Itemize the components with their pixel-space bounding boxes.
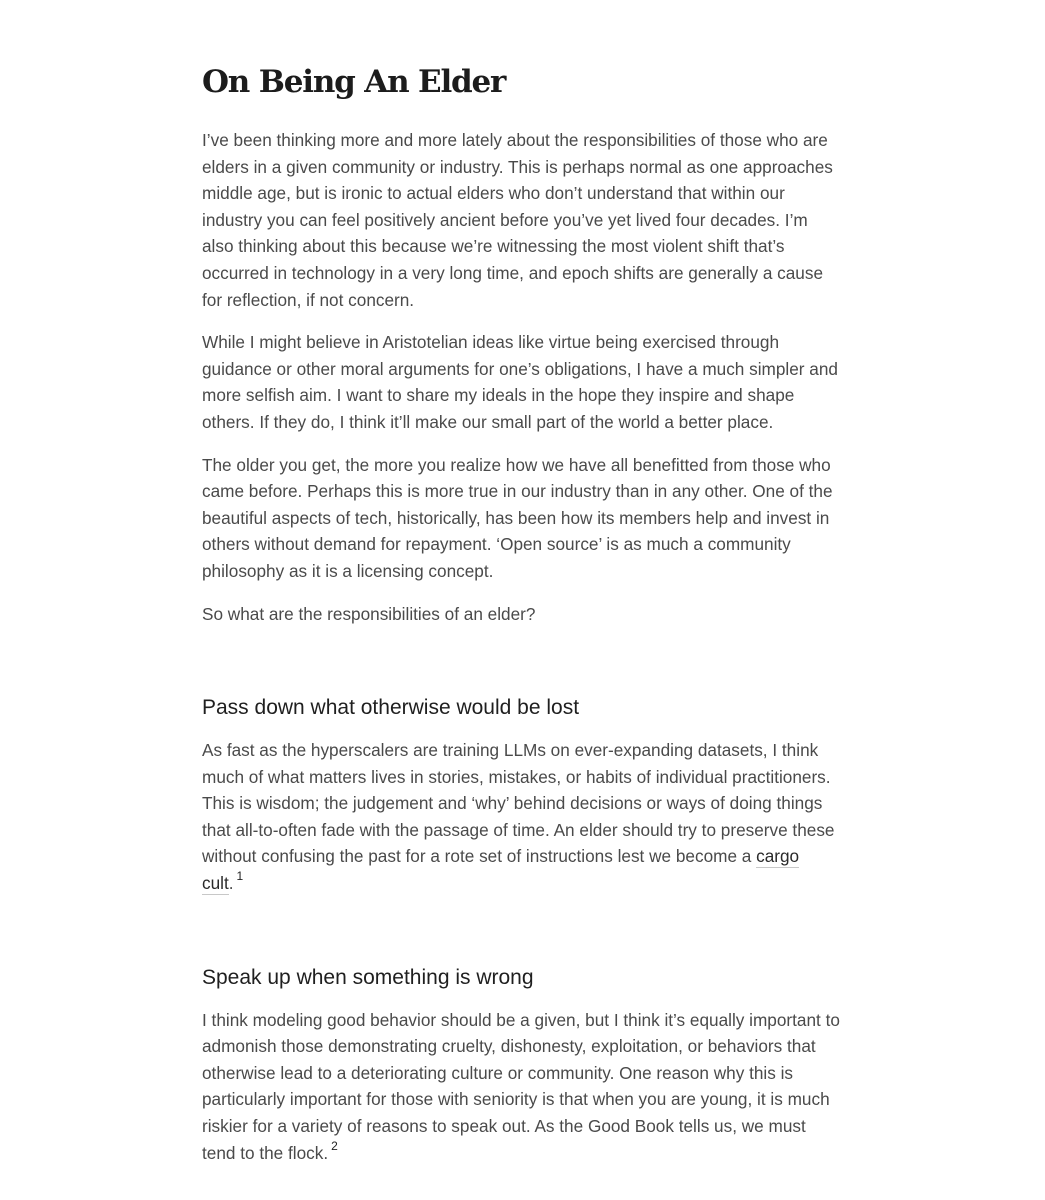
article (202, 0, 842, 1166)
section-paragraph-speak-up (202, 1007, 842, 1167)
section-paragraph-pass-down (202, 737, 842, 897)
paragraph-text: I think modeling good behavior should be a given, but I think it’s equally important to admonish those demonstrating cruelty, dishonesty, exploitation, or behaviors that otherwise lead to a deteriorating culture or community. One reason why this is particularly important for those with seniority is that when you are young, it is much riskier for a variety of reasons to speak out. As the Good Book tells us, we must tend to the flock. (202, 1009, 840, 1163)
cargo-cult-link[interactable]: cargo cult (202, 846, 800, 894)
intro-paragraph-1: I’ve been thinking more and more lately about the responsibilities of those who are elders in a given community or industry. This is perhaps normal as one approaches middle age, but is ironic to actual elders who don’t understand that within our industry you can feel positively ancient before you’ve yet lived four decades. I’m also thinking about this because we’re witnessing the most violent shift that’s occurred in technology in a very long time, and epoch shifts are generally a cause for reflection, if not concern. (202, 130, 833, 310)
intro-paragraph-3: The older you get, the more you realize how we have all benefitted from those who came before. Perhaps this is more true in our industry than in any other. One of the beautiful aspects of tech, historically, has been how its members help and invest in others without demand for repayment. ‘Open source’ is as much a community philosophy as it is a licensing concept. (202, 454, 833, 581)
punctuation: . (228, 873, 234, 894)
intro-paragraph-2: While I might believe in Aristotelian ideas like virtue being exercised through guidance or other moral arguments for one’s obligations, I have a much simpler and more selfish aim. I want to share my ideals in the hope they inspire and shape others. If they do, I think it’ll make our small part of the world a better place. (202, 332, 838, 432)
article-title: On Being An Elder (202, 64, 506, 100)
paragraph-text: As fast as the hyperscalers are training LLMs on ever-expanding datasets, I think much of what matters lives in stories, mistakes, or habits of individual practitioners. This is wisdom; the judgement and ‘why’ behind decisions or ways of doing things that all-to-often fade with the passage of time. An elder should try to preserve these without confusing the past for a rote set of instructions lest we become a (202, 740, 835, 867)
section-heading-pass-down: Pass down what otherwise would be lost (202, 696, 580, 720)
section-heading-speak-up: Speak up when something is wrong (202, 965, 534, 989)
footnote-ref-1[interactable]: 1 (236, 869, 244, 884)
footnote-ref-2[interactable]: 2 (331, 1138, 338, 1153)
intro-paragraph-4: So what are the responsibilities of an elder? (202, 603, 536, 624)
